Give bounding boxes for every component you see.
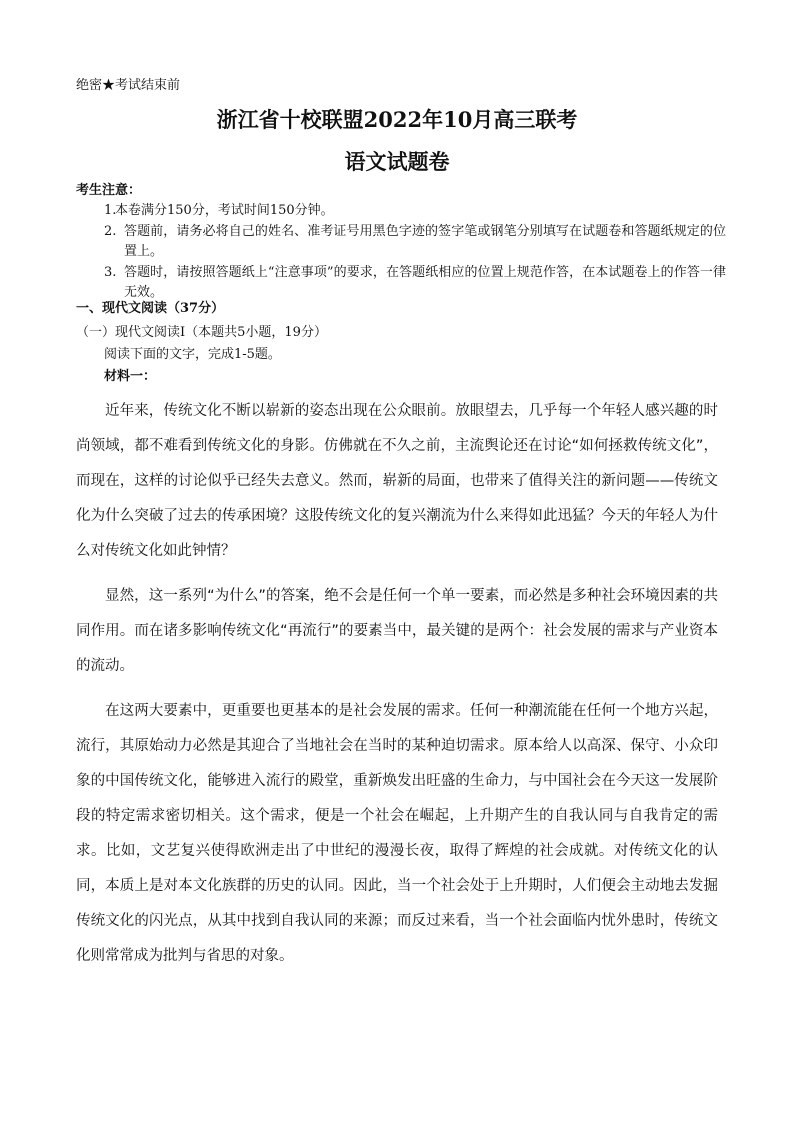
notice-item-text: 答题时，请按照答题纸上“注意事项”的要求，在答题纸相应的位置上规范作答，在本试题卷上的作答一律无效。 — [124, 265, 726, 300]
subsection-title: （一）现代文阅读Ⅰ（本题共5小题，19分） — [76, 325, 327, 340]
section-title: 一、现代文阅读（37分） — [76, 301, 225, 316]
exam-subtitle: 语文试题卷 — [344, 149, 450, 174]
notice-item-number: 1. — [104, 203, 117, 218]
notice-heading: 考生注意： — [76, 183, 142, 198]
notice-item-number: 2. — [104, 224, 117, 239]
notice-item-text: 答题前，请务必将自己的姓名、准考证号用黑色字迹的签字笔或钢笔分别填写在试题卷和答题纸规定的位置上。 — [124, 224, 726, 259]
notice-item-text: 本卷满分150分，考试时间150分钟。 — [115, 203, 334, 218]
exam-title: 浙江省十校联盟2022年10月高三联考 — [216, 107, 578, 132]
material-label: 材料一： — [104, 369, 157, 384]
notice-item — [104, 222, 726, 262]
material-body — [76, 394, 718, 984]
paragraph: 显然，这一系列“为什么”的答案，绝不会是任何一个单一要素，而必然是多种社会环境因素的共同作用。而在诸多影响传统文化“再流行”的要素当中，最关键的是两个：社会发展的需求与产业资本的流动。 — [76, 588, 718, 674]
notice-item — [104, 201, 726, 221]
notice-item-number: 3. — [104, 265, 117, 280]
notice-item — [104, 263, 726, 303]
notice-list — [104, 201, 726, 304]
reading-instruction: 阅读下面的文字，完成1-5题。 — [104, 347, 281, 362]
confidential-mark: 绝密★考试结束前 — [76, 78, 181, 93]
paragraph: 在这两大要素中，更重要也更基本的是社会发展的需求。任何一种潮流能在任何一个地方兴起，流行，其原始动力必然是其迎合了当地社会在当时的某种迫切需求。原本给人以高深、保守、小众印象的中国传统文化，能够进入流行的殿堂，重新焕发出旺盛的生命力，与中国社会在今天这一发展阶段的特定需求密切相关。这个需求，便是一个社会在崛起，上升期产生的自我认同与自我肯定的需求。比如，文艺复兴使得欧洲走出了中世纪的漫漫长夜，取得了辉煌的社会成就。对传统文化的认同，本质上是对本文化族群的历史的认同。因此，当一个社会处于上升期时，人们便会主动地去发掘传统文化的闪光点，从其中找到自我认同的来源；而反过来看，当一个社会面临内忧外患时，传统文化则常常成为批判与省思的对象。 — [76, 703, 718, 964]
paragraph: 近年来，传统文化不断以崭新的姿态出现在公众眼前。放眼望去，几乎每一个年轻人感兴趣的时尚领域，都不难看到传统文化的身影。仿佛就在不久之前，主流舆论还在讨论“如何拯救传统文化”，而现在，这样的讨论似乎已经失去意义。然而，崭新的局面，也带来了值得关注的新问题——传统文化为什么突破了过去的传承困境？这股传统文化的复兴潮流为什么来得如此迅猛？今天的年轻人为什么对传统文化如此钟情？ — [76, 403, 718, 559]
